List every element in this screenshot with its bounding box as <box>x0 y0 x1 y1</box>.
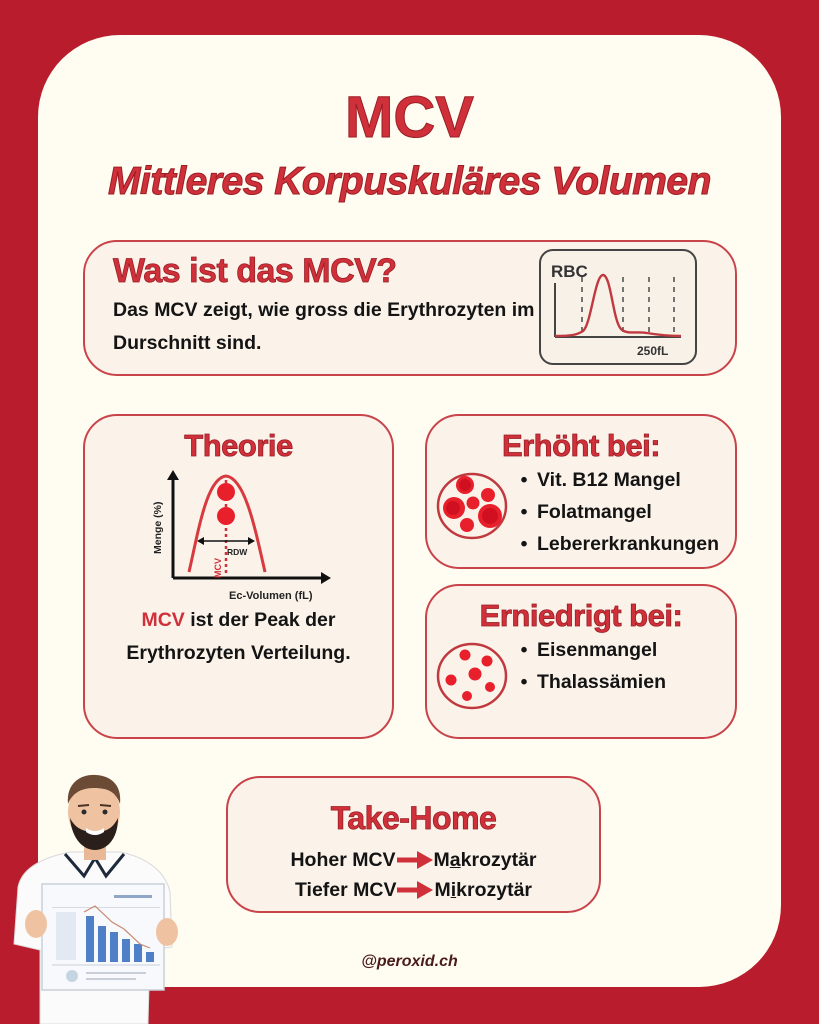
theory-caption <box>85 604 392 670</box>
rbc-xmax-label: 250fL <box>637 344 669 358</box>
take-home-box <box>226 776 601 913</box>
list-item: • Lebererkrankungen <box>513 528 719 560</box>
rbc-label: RBC <box>551 262 588 281</box>
rbc-histogram-icon <box>539 249 697 365</box>
distribution-chart <box>137 468 387 608</box>
small-red-cells-icon <box>435 640 509 712</box>
doctor-illustration <box>0 772 200 1024</box>
take-home-rows <box>228 845 599 905</box>
social-handle: @peroxid.ch <box>361 953 458 970</box>
decreased-box <box>425 584 737 739</box>
list-item: • Thalassämien <box>513 666 666 698</box>
large-red-cells-icon <box>435 470 509 542</box>
theory-box <box>83 414 394 739</box>
take-home-heading: Take-Home <box>330 800 497 836</box>
arrow-right-icon <box>397 881 433 899</box>
list-item: • Vit. B12 Mangel <box>513 464 719 496</box>
list-item: • Folatmangel <box>513 496 719 528</box>
what-is-body: Das MCV zeigt, wie gross die Erythrozyten im Durschnitt sind. <box>113 299 535 354</box>
caption-highlight: MCV <box>141 609 185 631</box>
take-home-row-low: Tiefer MCV Mikrozytär <box>294 879 533 901</box>
what-is-heading: Was ist das MCV? <box>113 252 397 290</box>
theory-heading: Theorie <box>184 428 293 463</box>
x-axis-label: Ec-Volumen (fL) <box>229 590 313 602</box>
increased-box <box>425 414 737 569</box>
caption-line-1: ist der Peak der <box>184 609 336 631</box>
mcv-peak-label: MCV <box>213 558 223 578</box>
list-item: • Eisenmangel <box>513 634 666 666</box>
y-axis-label: Menge (%) <box>152 501 164 554</box>
what-is-box <box>83 240 737 376</box>
arrow-right-icon <box>397 851 433 869</box>
page-title: MCV <box>345 85 474 150</box>
take-home-row-high: Hoher MCV Makrozytär <box>290 849 537 871</box>
page-subtitle: Mittleres Korpuskuläres Volumen <box>108 160 711 203</box>
rdw-label: RDW <box>227 547 248 557</box>
caption-line-2: Erythrozyten Verteilung. <box>126 642 351 664</box>
increased-list <box>513 464 719 560</box>
decreased-list <box>513 634 666 698</box>
decreased-heading: Erniedrigt bei: <box>479 598 683 633</box>
increased-heading: Erhöht bei: <box>501 428 661 463</box>
